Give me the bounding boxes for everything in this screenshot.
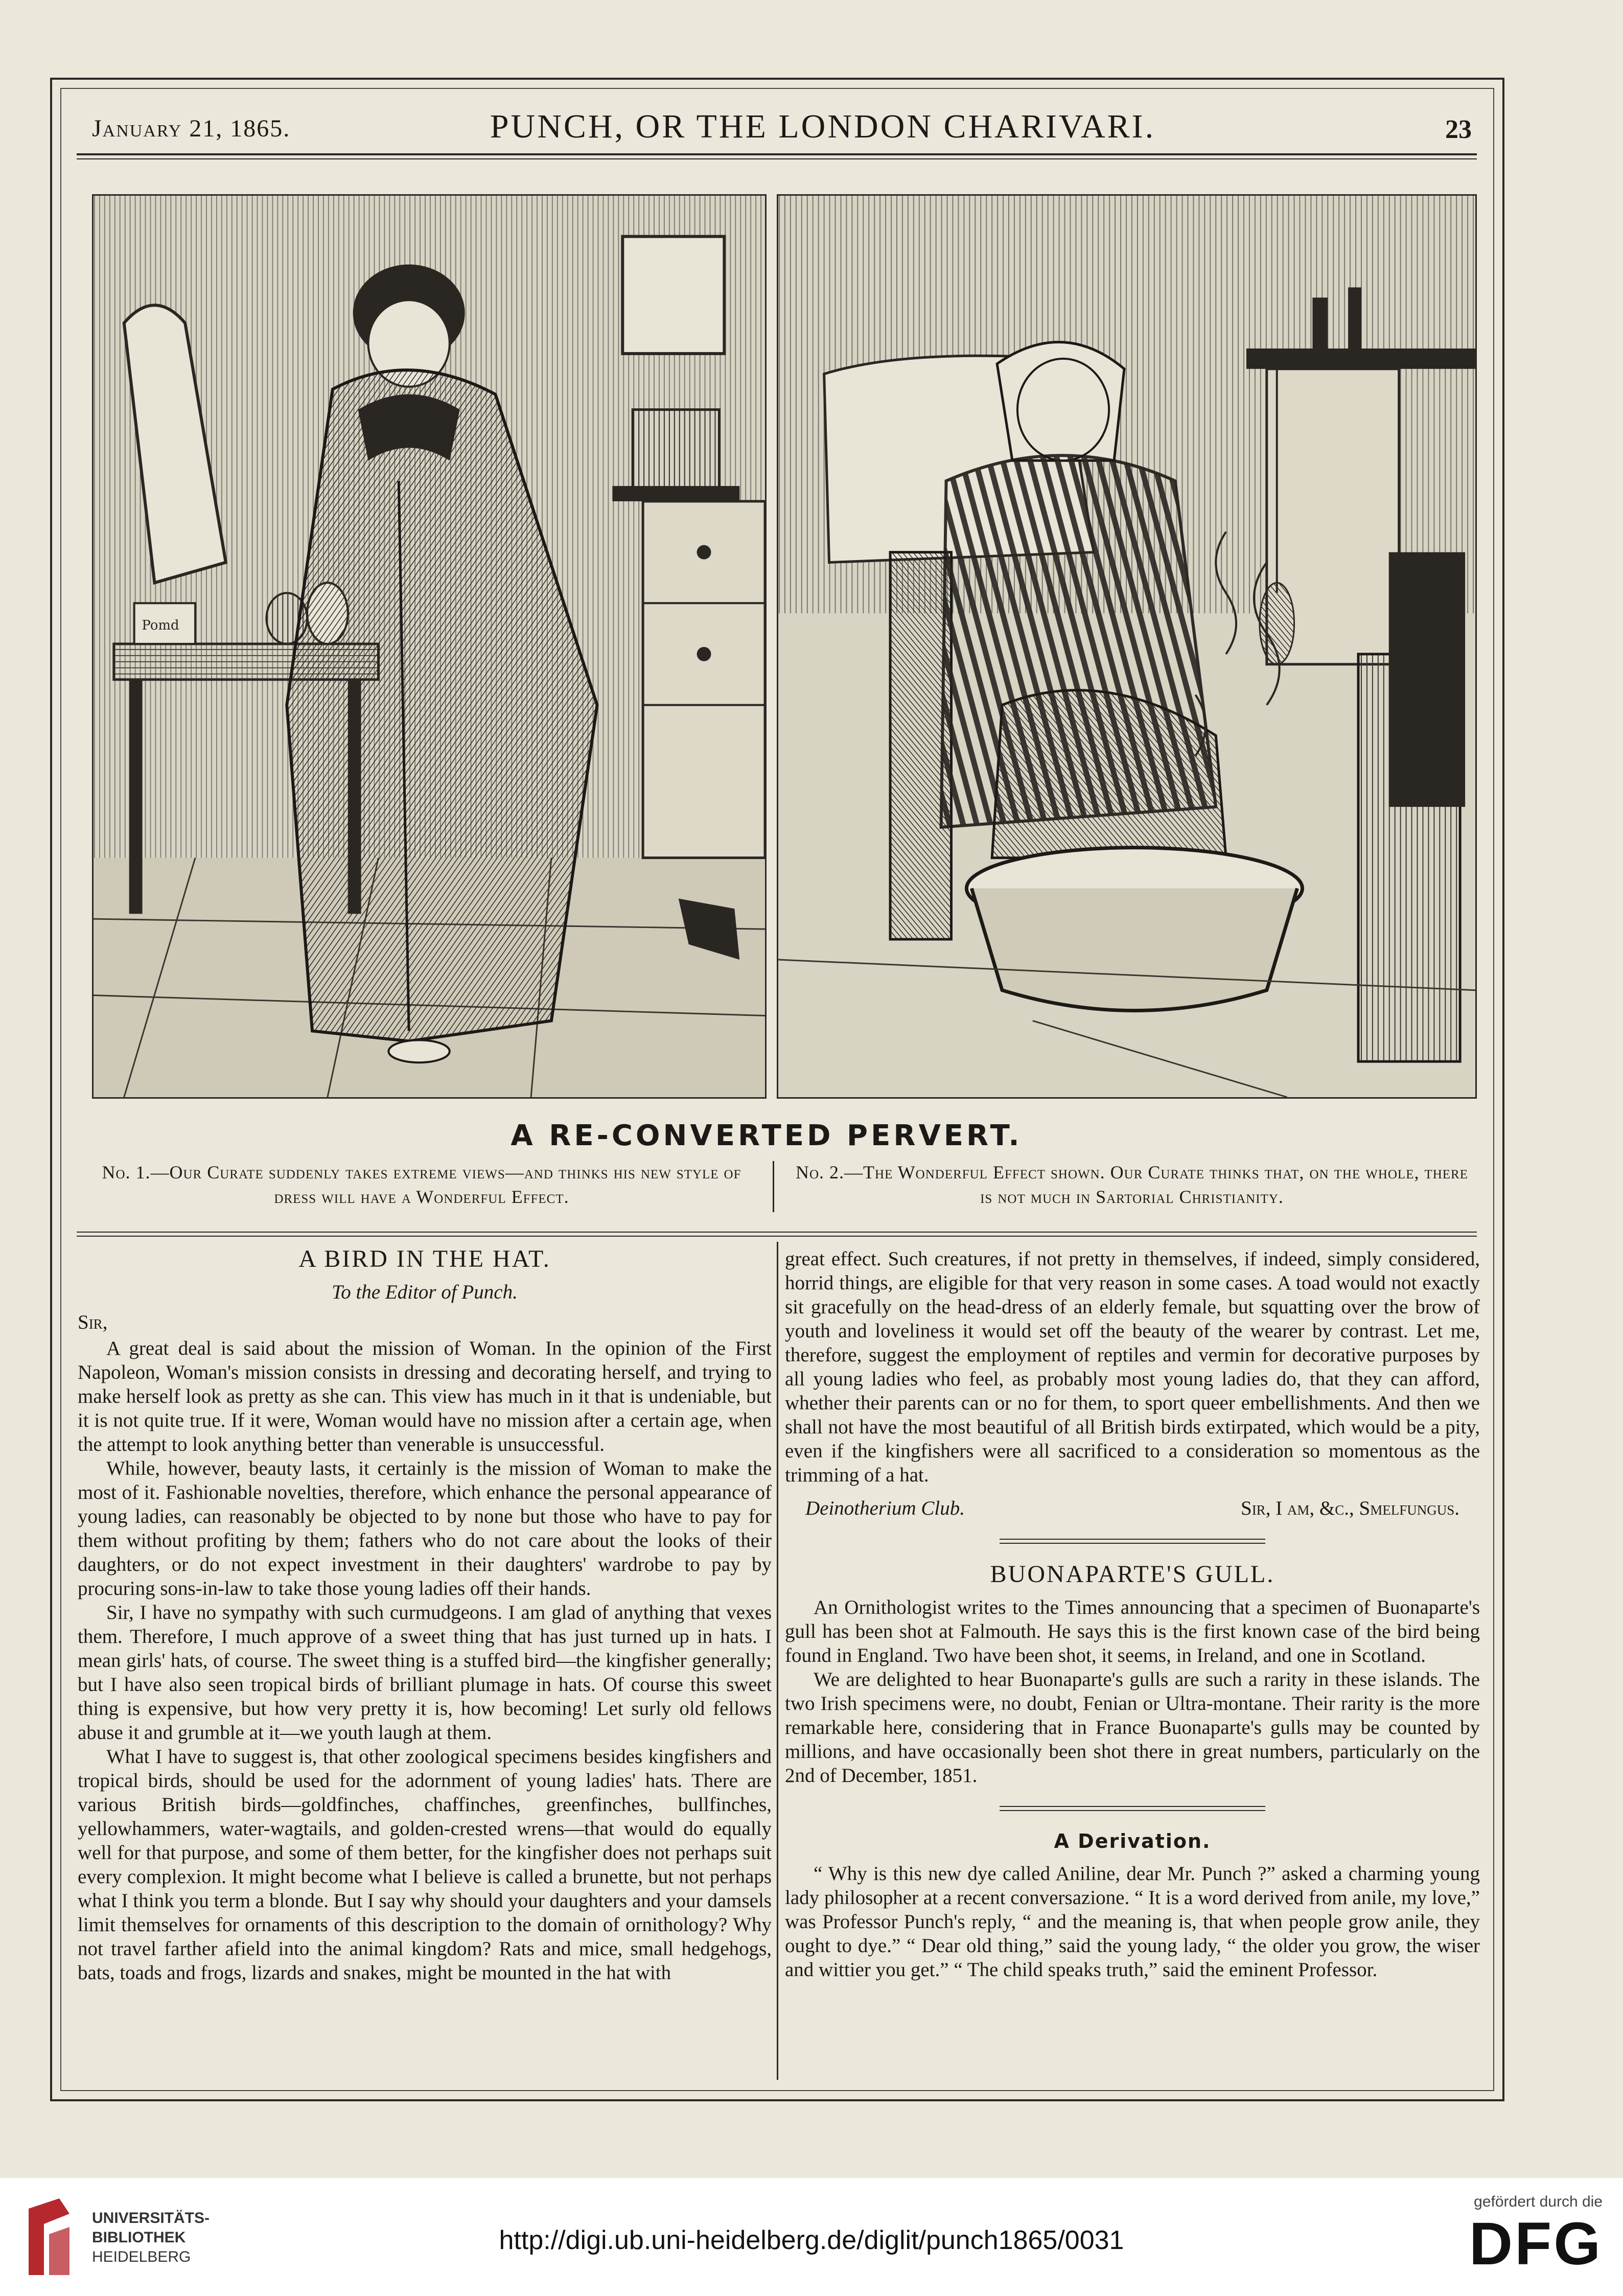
signature-place: Deinotherium Club. [805,1497,965,1519]
caption-divider [773,1161,774,1212]
paragraph: We are delighted to hear Buonaparte's gulls are such a rarity in these islands. The two Irish specimens were, no doubt, Fenian or Ultra-montane. Their rarity is the more remarkable here, considering that in France Buonaparte's gulls may be counted by millions, and have occasionally been shot there in great numbers, particularly on the 2nd of December, 1851. [785,1668,1480,1787]
publication-title: PUNCH, OR THE LONDON CHARIVARI. [490,108,1156,145]
header-rule [77,153,1477,159]
signature [785,1496,1480,1520]
article-separator [1000,1806,1265,1811]
paragraph: While, however, beauty lasts, it certainly is the mission of Woman to make the most of it. Fashionable novelties, therefore, which enhance the personal appearance of young ladies, can reasonably be objected to by none but those who have to pay for them without profiting by them; fathers who do not care about the looks of their daughters, or do not expect investment in their daughters' wardrobe to pay by procuring sons-in-law to take those young ladies off their hands. [78,1457,772,1599]
column-divider [777,1242,778,2080]
cartoon-panel-left [92,194,767,1099]
paragraph: “ Why is this new dye called Aniline, dear Mr. Punch ?” asked a charming young lady philosopher at a recent conversazione. “ It is a word derived from anile, my love,” was Professor Punch's reply, “ and the meaning is, that when people grow anile, they ought to dye.” “ Dear old thing,” said the young lady, “ the older you grow, the wiser and wittier you get.” “ The child speaks truth,” said the eminent Professor. [785,1863,1480,1981]
section-rule [77,1232,1477,1237]
paragraph-continuation: great effect. Such creatures, if not pretty in themselves, if indeed, simply considered, horrid things, are eligible for that very reason in some cases. A toad would not exactly sit gracefully on the head-dress of an elderly female, but squatting over the brow of youth and loveliness it would set off the beauty of the wearer by contrast. Let me, therefore, suggest the employment of reptiles and vermin for decorative purposes by all young ladies who feel, as probably most young ladies do, that they can afford, whether their parents can or no for them, to sport queer embellishments. And then we shall not have the most beautiful of all British birds extirpated, which would be a pity, even if the kingfishers were all sacrificed to a consideration so momentous as the trimming of a hat. [785,1248,1480,1486]
page-number: 23 [1445,115,1472,144]
issue-date: January 21, 1865. [92,115,291,142]
jar-label: Pomd [142,618,179,634]
article-subhead: To the Editor of Punch. [332,1281,518,1303]
library-name: UNIVERSITÄTS- BIBLIOTHEK HEIDELBERG [92,2210,210,2265]
running-head [92,107,1472,148]
cartoon-panel-right [777,194,1477,1099]
sponsor [1429,2193,1603,2277]
paragraph: A great deal is said about the mission of Woman. In the opinion of the First Napoleon, Woman's mission consists in dressing and decorating herself, and trying to make herself look as pretty as she can. This view has much in it that is undeniable, but it is not quite true. If it were, Woman would have no mission after a certain age, when the attempt to look anything better than venerable is unsuccessful. [78,1337,772,1455]
cartoon-caption-right: No. 2.—The Wonderful Effect shown. Our Curate thinks that, on the whole, there is not much in Sartorial Christianity. [795,1162,1469,1207]
column-right [785,1247,1480,1982]
curate-illustration [94,196,765,1097]
paragraph: Sir, I have no sympathy with such curmudgeons. I am glad of anything that vexes them. Therefore, I much approve of a sweet thing that has just turned up in hats. I mean girls' hats, of course. The sweet thing is a stuffed bird—the kingfisher generally; but I have also seen tropical birds of brilliant plumage in hats. Of course this sweet thing is expensive, but how very pretty it is, how becoming! Let surly old fellows abuse it and grumble at it—we youth laugh at them. [78,1602,772,1744]
invalid-curate-illustration [778,196,1475,1097]
source-url-link[interactable]: http://digi.ub.uni-heidelberg.de/diglit/punch1865/0031 [499,2225,1124,2255]
article-separator [1000,1539,1265,1544]
article-title-bird: A BIRD IN THE HAT. [298,1245,551,1272]
paragraph: An Ornithologist writes to the Times announcing that a specimen of Buonaparte's gull has been shot at Falmouth. He says this is the first known case of the bird being found in England. Two have been shot, it seems, in Ireland, and one in Scotland. [785,1596,1480,1666]
dfg-logo: DFG [1469,2210,1603,2278]
cartoon-caption-left: No. 1.—Our Curate suddenly takes extreme views—and thinks his new style of dress will have a Wonderful Effect. [102,1162,741,1207]
article-title-derivation: A Derivation. [1054,1830,1211,1852]
paragraph: What I have to suggest is, that other zoological specimens besides kingfishers and tropical birds, should be used for the adornment of young ladies' hats. There are various British birds—goldfinches, chaffinches, greenfinches, bullfinches, yellowhammers, water-wagtails, and golden-crested wrens—that would do equally well for that purpose, and some of them better, for the kingfisher does not perhaps suit every complexion. It might become what I believe is called a brunette, but not perhaps what I think you term a blonde. But I say why should your daughters and your damsels limit themselves for ornaments of this description to the domain of ornithology? Why not travel farther afield into the animal kingdom? Rats and mice, small hedgehogs, bats, toads and frogs, lizards and snakes, might be mounted in the hat with [78,1746,772,1984]
column-left [78,1247,772,1985]
cartoon-title: A RE-CONVERTED PERVERT. [511,1119,1023,1152]
salutation: Sir, [78,1311,108,1333]
sponsor-label: gefördert durch die [1474,2193,1603,2210]
article-title-gull: BUONAPARTE'S GULL. [990,1561,1275,1588]
digitization-footer [0,2178,1623,2296]
signature-name: Sir, I am, &c., Smelfungus. [1241,1497,1459,1519]
